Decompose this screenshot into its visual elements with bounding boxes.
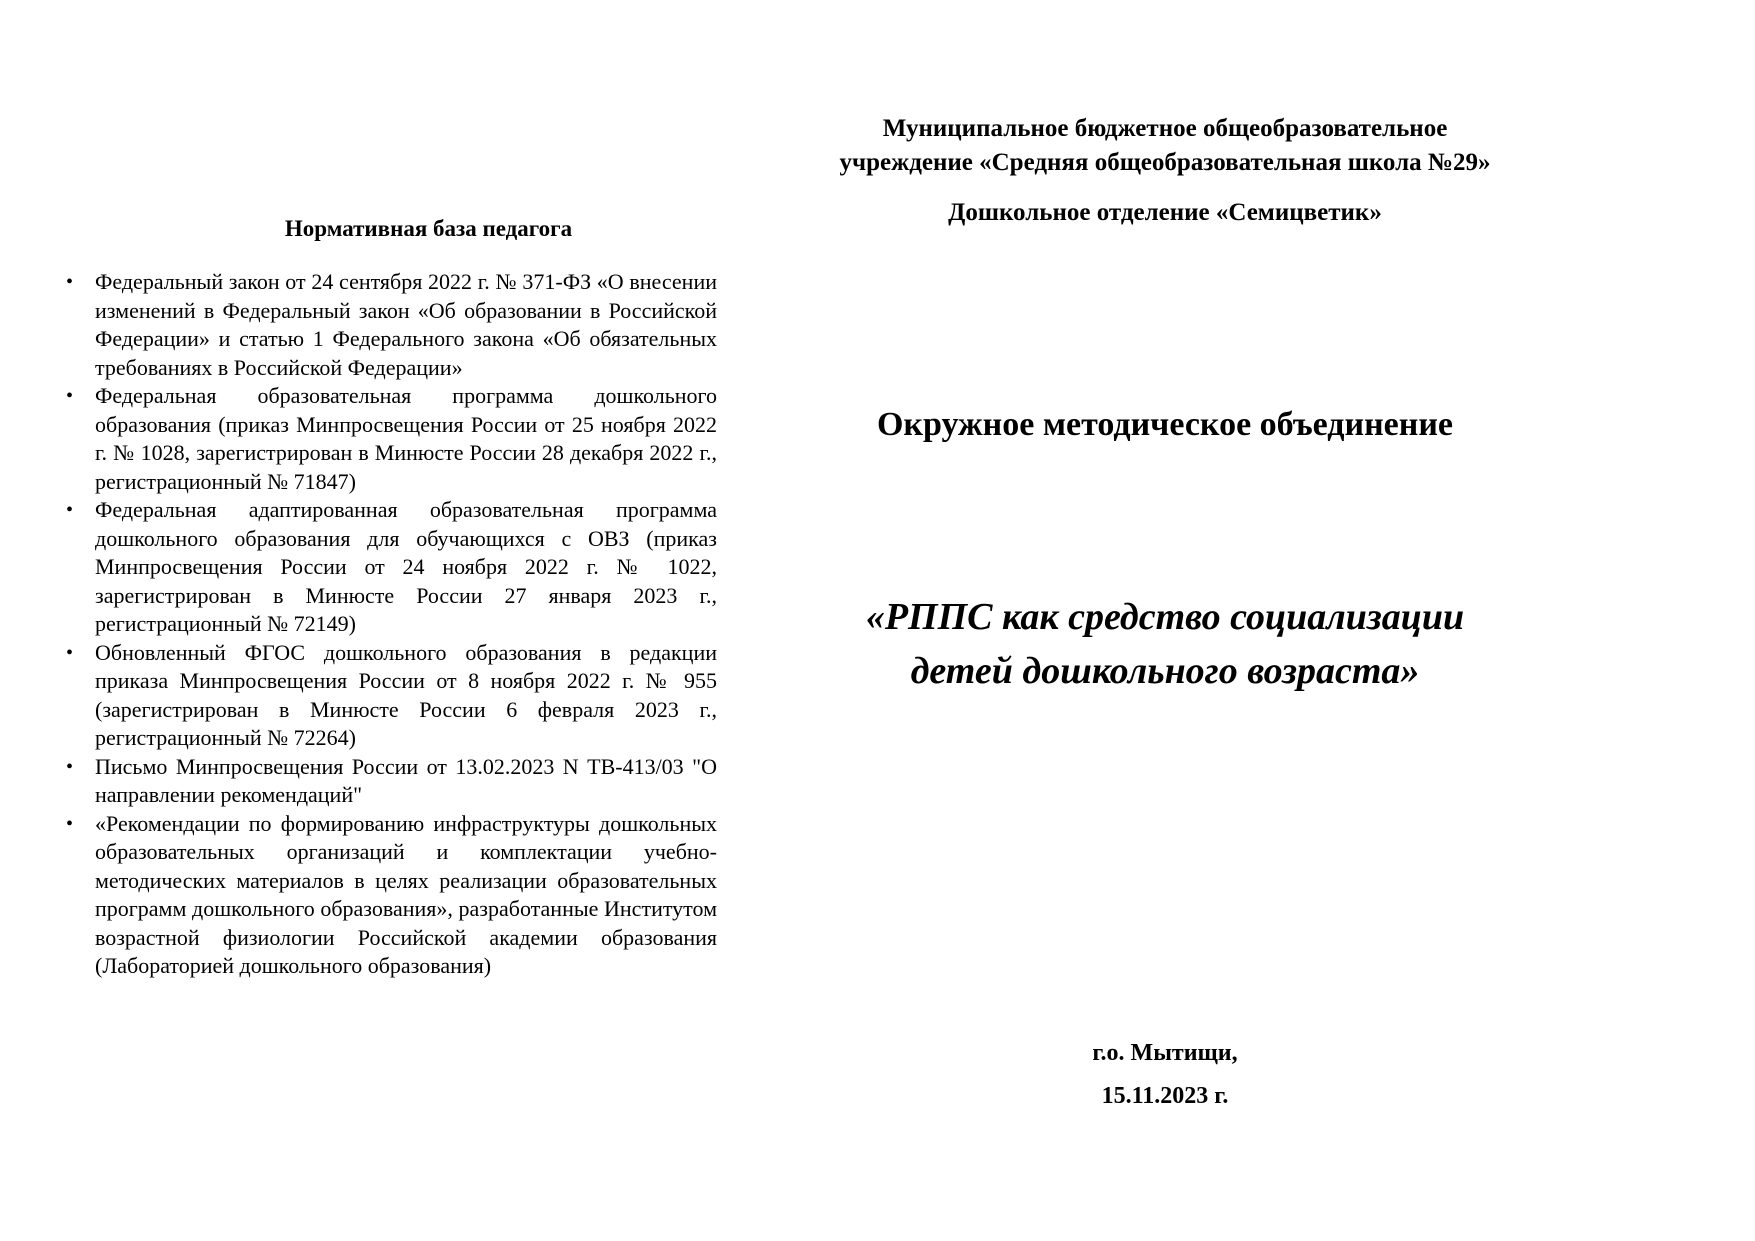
left-page bbox=[62, 0, 717, 1241]
normative-document-item: • Письмо Минпросвещения России от 13.02.2023 N ТВ-413/03 "О направлении рекомендаций" bbox=[95, 753, 717, 810]
place-date-block bbox=[795, 1038, 1535, 1112]
event-theme-title: «РППС как средство социализации детей дошкольного возраста» bbox=[865, 596, 1465, 692]
normative-document-item: • Федеральная адаптированная образовательная программа дошкольного образования для обучающихся с ОВЗ (приказ Минпросвещения России от 24 ноября 2022 г. № 1022, зарегистрирован в Минюсте России 27 января 2023 г., регистрационный № 72149) bbox=[95, 496, 717, 639]
normative-base-title: Нормативная база педагога bbox=[284, 216, 573, 241]
normative-document-item: • «Рекомендации по формированию инфраструктуры дошкольных образовательных организаций и комплектации учебно-методических материалов в целях реализации образовательных программ дошкольного образования», разработанные Институтом возрастной физиологии Российской академии образования (Лабораторией дошкольного образования) bbox=[95, 810, 717, 981]
right-page bbox=[795, 0, 1535, 1241]
event-date: 15.11.2023 г. bbox=[1101, 1083, 1229, 1109]
normative-documents-list bbox=[62, 268, 717, 981]
event-location: г.о. Мытищи, bbox=[1092, 1040, 1238, 1066]
normative-document-item: • Федеральный закон от 24 сентября 2022 г. № 371-ФЗ «О внесении изменений в Федеральный закон «Об образовании в Российской Федерации» и статью 1 Федерального закона «Об обязательных требованиях в Российской Федерации» bbox=[95, 268, 717, 382]
normative-document-item: • Обновленный ФГОС дошкольного образования в редакции приказа Минпросвещения России от 8 ноября 2022 г. № 955 (зарегистрирован в Минюсте России 6 февраля 2023 г., регистрационный № 72264) bbox=[95, 639, 717, 753]
organization-name: Муниципальное бюджетное общеобразовательное учреждение «Средняя общеобразовательная школа №29» bbox=[839, 115, 1491, 176]
event-title: Окружное методическое объединение bbox=[876, 406, 1454, 443]
normative-document-item: • Федеральная образовательная программа дошкольного образования (приказ Минпросвещения России от 25 ноября 2022 г. № 1028, зарегистрирован в Минюсте России 28 декабря 2022 г., регистрационный № 71847) bbox=[95, 382, 717, 496]
preschool-branch-name: Дошкольное отделение «Семицветик» bbox=[948, 199, 1382, 226]
